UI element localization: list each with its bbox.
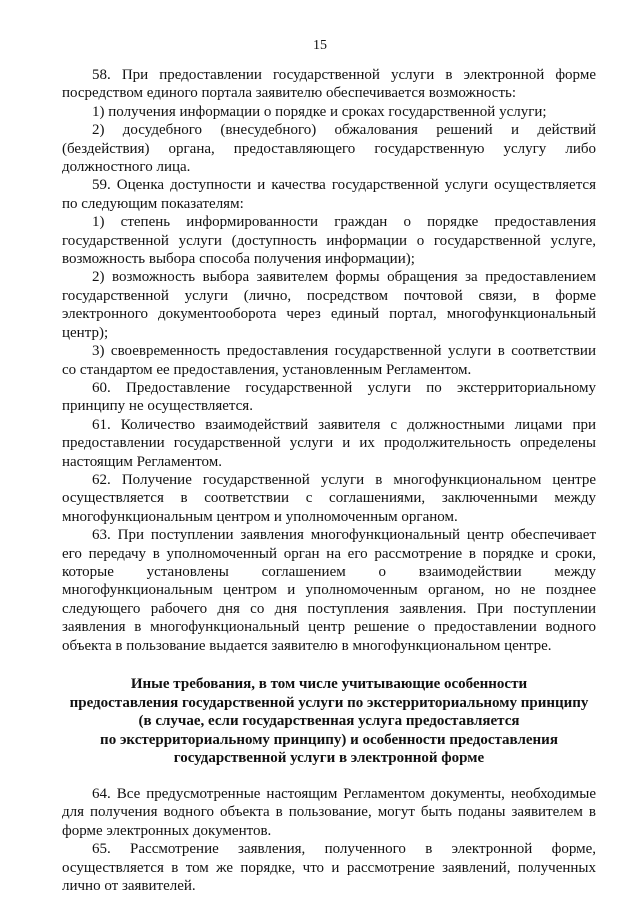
section-heading-line: Иные требования, в том числе учитывающие особенности xyxy=(130,676,528,692)
section-heading-line: по экстерриториальному принципу) и особенности предоставления xyxy=(100,731,558,748)
paragraph-58-item-1: 1) получения информации о порядке и сроках государственной услуги; xyxy=(92,103,547,120)
paragraph-59-item-2: 2) возможность выбора заявителем формы обращения за предоставлением государственной услуги (лично, посредством почтовой связи, в форме электронного документооборота через единый портал, многофункциональный центр); xyxy=(62,269,596,341)
paragraph-59-item-3: 3) своевременность предоставления государственной услуги в соответствии со стандартом ее предоставления, установленным Регламентом. xyxy=(62,343,596,378)
section-heading xyxy=(62,675,596,768)
document-body xyxy=(62,66,596,895)
paragraph-59-item-1: 1) степень информированности граждан о порядке предоставления государственной услуги (доступность информации о государственной услуге, возможность выбора способа получения информации); xyxy=(62,214,596,268)
paragraph-59: 59. Оценка доступности и качества государственной услуги осуществляется по следующим показателям: xyxy=(62,177,596,212)
paragraph-61: 61. Количество взаимодействий заявителя с должностными лицами при предоставлении государственной услуги и их продолжительность определены настоящим Регламентом. xyxy=(62,416,596,470)
paragraph-58: 58. При предоставлении государственной услуги в электронной форме посредством единого портала заявителю обеспечивается возможность: xyxy=(62,67,596,102)
paragraph-60: 60. Предоставление государственной услуги по экстерриториальному принципу не осуществляется. xyxy=(62,379,596,415)
paragraph-63: 63. При поступлении заявления многофункциональный центр обеспечивает его передачу в уполномоченный орган на его рассмотрение в порядке и сроки, которые установлены соглашением о взаимодействии между многофункциональным центром и уполномоченным органом, но не позднее следующего рабочего дня со дня поступления заявления. При поступлении заявления в многофункциональный центр решение о предоставлении водного объекта в пользование выдается заявителю в многофункциональном центре. xyxy=(62,527,596,654)
paragraph-58-item-2: 2) досудебного (внесудебного) обжалования решений и действий (бездействия) органа, предоставляющего государственную услугу либо должностного лица. xyxy=(62,122,596,176)
section-heading-line: (в случае, если государственная услуга предоставляется xyxy=(138,713,520,730)
page-number: 15 xyxy=(313,38,327,53)
section-heading-line: предоставления государственной услуги по экстерриториальному принципу xyxy=(69,694,589,711)
section-heading-line: государственной услуги в электронной форме xyxy=(173,750,485,767)
paragraph-62: 62. Получение государственной услуги в многофункциональном центре осуществляется в соответствии с соглашениями, заключенными между многофункциональным центром и уполномоченным органом. xyxy=(62,471,596,525)
paragraph-64: 64. Все предусмотренные настоящим Регламентом документы, необходимые для получения водного объекта в пользование, могут быть поданы заявителем в форме электронных документов. xyxy=(62,785,596,839)
paragraph-65: 65. Рассмотрение заявления, полученного в электронной форме, осуществляется в том же порядке, что и рассмотрение заявлений, полученных лично от заявителей. xyxy=(62,841,596,894)
